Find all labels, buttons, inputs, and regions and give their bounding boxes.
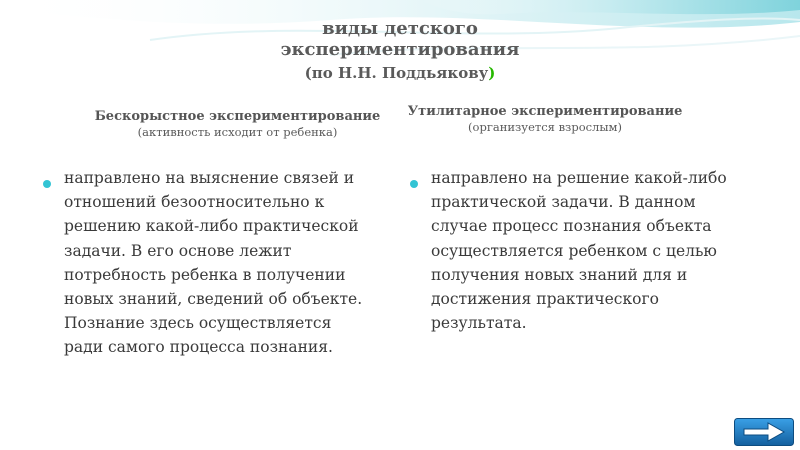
bullet-dot-icon [410, 180, 418, 188]
subtitle-author: (по Н.Н. Поддьякову [304, 64, 489, 82]
slide-title [200, 18, 600, 83]
subtitle-close-paren: ) [488, 64, 496, 82]
right-heading-title: Утилитарное экспериментирование [407, 104, 683, 119]
left-column-heading [90, 109, 385, 140]
next-slide-button[interactable] [734, 418, 794, 446]
arrow-right-icon [734, 418, 794, 446]
right-column-heading [400, 104, 690, 135]
bullet-dot-icon [43, 180, 51, 188]
right-heading-note: (организуется взрослым) [468, 120, 622, 134]
left-heading-note: (активность исходит от ребенка) [137, 125, 338, 139]
title-line-1: виды детского [322, 18, 478, 39]
left-heading-title: Бескорыстное экспериментирование [94, 109, 381, 124]
right-column-text: направлено на решение какой-либо практической задачи. В данном случае процесс познания объекта осуществляется ребенком с целью получения новых знаний для и достижения практического результата. [431, 169, 727, 333]
title-line-2: экспериментирования [280, 39, 520, 60]
title-subtitle [200, 63, 600, 83]
left-column-text: направлено на выяснение связей и отношений безоотносительно к решению какой-либо практической задачи. В его основе лежит потребность ребенка в получении новых знаний, сведений об объекте. Познание здесь осуществляется ради самого процесса познания. [64, 169, 363, 357]
